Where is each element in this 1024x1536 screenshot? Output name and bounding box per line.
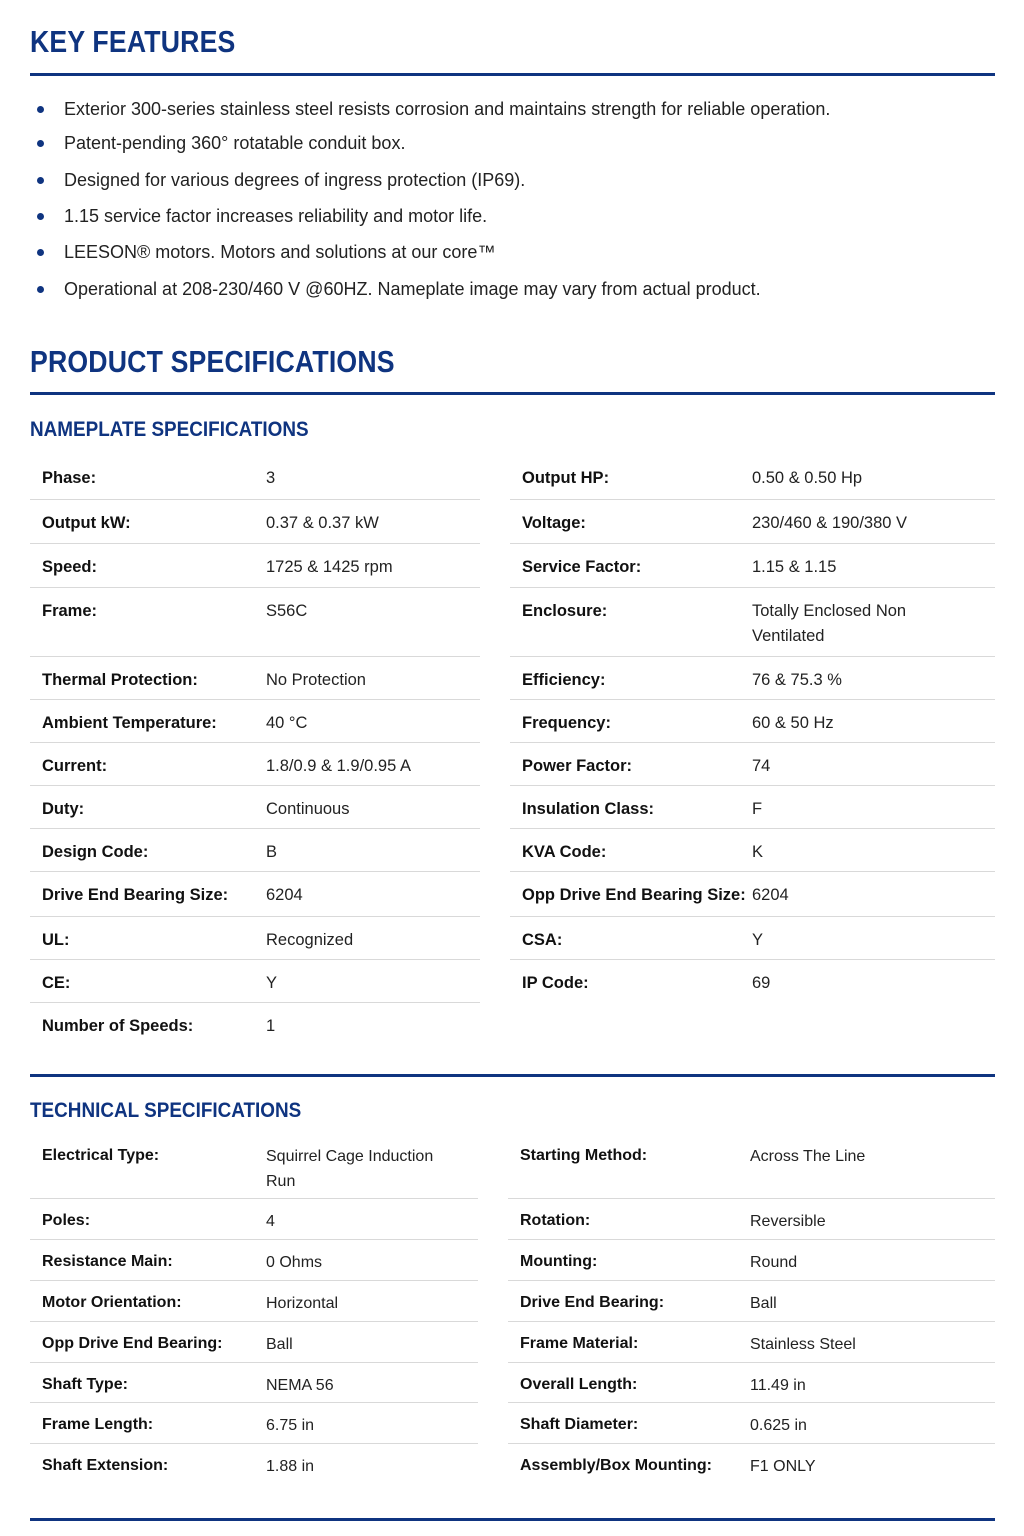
nameplate-bottom-divider: [30, 1074, 995, 1077]
product-specs-title: PRODUCT SPECIFICATIONS: [30, 344, 395, 379]
product-specs-divider: [30, 392, 995, 395]
spec-value: 6204: [752, 886, 789, 904]
spec-value: 1: [266, 1017, 276, 1035]
feature-item: [30, 169, 525, 191]
spec-row: [510, 455, 995, 500]
spec-value: Reversible: [750, 1213, 826, 1230]
spec-row: [30, 500, 480, 544]
spec-row: [508, 1240, 995, 1281]
spec-label: Output kW:: [42, 514, 131, 532]
spec-row: [30, 1363, 478, 1403]
bullet-icon: [37, 286, 44, 293]
spec-label: Mounting:: [520, 1253, 598, 1270]
feature-text: 1.15 service factor increases reliability and motor life.: [64, 206, 488, 226]
spec-row: [30, 917, 480, 960]
spec-label: Power Factor:: [522, 757, 633, 775]
spec-row: [510, 657, 995, 700]
bullet-icon: [37, 249, 44, 256]
spec-value: Recognized: [266, 931, 354, 949]
spec-row: [30, 700, 480, 743]
technical-specs-title: TECHNICAL SPECIFICATIONS: [30, 1099, 302, 1122]
spec-value: 0.625 in: [750, 1417, 807, 1434]
spec-value: Y: [266, 974, 278, 992]
spec-value: 0.37 & 0.37 kW: [266, 514, 379, 532]
spec-label: Frequency:: [522, 714, 611, 732]
spec-value: 6204: [266, 886, 303, 904]
spec-row: [508, 1403, 995, 1444]
spec-label: Output HP:: [522, 469, 610, 487]
spec-row: [30, 1134, 478, 1199]
spec-row: [30, 1240, 478, 1281]
spec-row: [510, 960, 995, 1003]
spec-value: 4: [266, 1213, 275, 1230]
spec-label: Duty:: [42, 800, 85, 818]
spec-value: S56C: [266, 602, 308, 620]
spec-label: Poles:: [42, 1212, 91, 1229]
spec-value: 76 & 75.3 %: [752, 671, 842, 689]
spec-label: Service Factor:: [522, 558, 642, 576]
spec-row: [508, 1281, 995, 1322]
spec-label: Efficiency:: [522, 671, 606, 689]
spec-value: 69: [752, 974, 771, 992]
spec-value: 60 & 50 Hz: [752, 714, 834, 732]
spec-row: [508, 1363, 995, 1403]
spec-row: [30, 1322, 478, 1363]
spec-label: Drive End Bearing Size:: [42, 886, 229, 904]
spec-row: [30, 872, 480, 917]
spec-value: Squirrel Cage Induction Run: [266, 1148, 434, 1190]
spec-value: 1725 & 1425 rpm: [266, 558, 393, 576]
feature-text: Designed for various degrees of ingress protection (IP69).: [64, 170, 526, 190]
spec-value: Totally Enclosed Non Ventilated: [752, 602, 907, 645]
spec-label: Phase:: [42, 469, 97, 487]
spec-label: Frame Material:: [520, 1335, 639, 1352]
spec-value: Continuous: [266, 800, 350, 818]
spec-label: Shaft Diameter:: [520, 1416, 639, 1433]
spec-row: [30, 829, 480, 872]
spec-label: Opp Drive End Bearing Size:: [522, 886, 746, 904]
spec-label: Overall Length:: [520, 1376, 638, 1393]
spec-value: K: [752, 843, 764, 861]
spec-label: Shaft Extension:: [42, 1457, 169, 1474]
spec-label: Speed:: [42, 558, 98, 576]
spec-row: [30, 1444, 478, 1485]
spec-value: 74: [752, 757, 771, 775]
spec-row: [508, 1322, 995, 1363]
spec-label: Insulation Class:: [522, 800, 655, 818]
spec-value: Y: [752, 931, 764, 949]
spec-row: [508, 1199, 995, 1240]
spec-label: Shaft Type:: [42, 1376, 128, 1393]
spec-label: Design Code:: [42, 843, 149, 861]
spec-value: 1.15 & 1.15: [752, 558, 837, 576]
bullet-icon: [37, 140, 44, 147]
spec-value: F: [752, 800, 763, 818]
spec-row: [508, 1444, 995, 1485]
spec-value: 40 °C: [266, 714, 308, 732]
spec-row: [30, 960, 480, 1003]
feature-item: [30, 241, 495, 263]
spec-label: Drive End Bearing:: [520, 1294, 665, 1311]
spec-label: CSA:: [522, 931, 563, 949]
spec-label: Assembly/Box Mounting:: [520, 1457, 713, 1474]
feature-item: [30, 278, 761, 300]
spec-value: Stainless Steel: [750, 1336, 856, 1353]
spec-row: [510, 500, 995, 544]
spec-value: 0 Ohms: [266, 1254, 323, 1271]
spec-label: Motor Orientation:: [42, 1294, 182, 1311]
bullet-icon: [37, 106, 44, 113]
spec-row: [510, 588, 995, 657]
spec-value: Horizontal: [266, 1295, 339, 1312]
spec-label: Starting Method:: [520, 1147, 648, 1164]
spec-row: [510, 743, 995, 786]
spec-row: [510, 829, 995, 872]
feature-text: Operational at 208-230/460 V @60HZ. Nameplate image may vary from actual product.: [64, 279, 761, 299]
spec-value: 1.8/0.9 & 1.9/0.95 A: [266, 757, 411, 775]
spec-value: 230/460 & 190/380 V: [752, 514, 908, 532]
spec-row: [510, 917, 995, 960]
nameplate-specs-title: NAMEPLATE SPECIFICATIONS: [30, 418, 309, 441]
spec-row: [510, 700, 995, 743]
spec-row: [30, 1199, 478, 1240]
spec-row: [30, 544, 480, 588]
spec-value: 0.50 & 0.50 Hp: [752, 469, 863, 487]
spec-row: [30, 1281, 478, 1322]
feature-text: Exterior 300-series stainless steel resists corrosion and maintains strength for reliable operation.: [64, 99, 831, 119]
spec-value: 1.88 in: [266, 1458, 315, 1475]
spec-label: CE:: [42, 974, 71, 992]
feature-item: [30, 205, 487, 227]
spec-value: No Protection: [266, 671, 366, 689]
bullet-icon: [37, 177, 44, 184]
spec-label: Enclosure:: [522, 602, 608, 620]
spec-label: Ambient Temperature:: [42, 714, 217, 732]
spec-row: [30, 455, 480, 500]
spec-row: [510, 786, 995, 829]
key-features-title: KEY FEATURES: [30, 24, 236, 59]
spec-value: 6.75 in: [266, 1417, 315, 1434]
spec-label: Frame:: [42, 602, 98, 620]
spec-label: Resistance Main:: [42, 1253, 173, 1270]
spec-label: UL:: [42, 931, 70, 949]
spec-value: 11.49 in: [750, 1377, 806, 1394]
feature-item: [30, 98, 830, 120]
spec-value: Across The Line: [750, 1148, 866, 1165]
spec-value: F1 ONLY: [750, 1458, 816, 1475]
feature-item: [30, 132, 405, 154]
technical-bottom-divider: [30, 1518, 995, 1521]
spec-value: Round: [750, 1254, 798, 1271]
spec-row: [30, 1403, 478, 1444]
spec-row: [508, 1134, 995, 1199]
spec-value: 3: [266, 469, 276, 487]
key-features-divider: [30, 73, 995, 76]
spec-label: Thermal Protection:: [42, 671, 198, 689]
spec-label: Voltage:: [522, 514, 586, 532]
spec-label: IP Code:: [522, 974, 589, 992]
spec-label: Number of Speeds:: [42, 1017, 194, 1035]
spec-value: Ball: [750, 1295, 777, 1312]
spec-label: KVA Code:: [522, 843, 607, 861]
spec-label: Opp Drive End Bearing:: [42, 1335, 223, 1352]
spec-value: Ball: [266, 1336, 293, 1353]
spec-row: [30, 657, 480, 700]
spec-label: Current:: [42, 757, 108, 775]
spec-row: [30, 1003, 480, 1048]
spec-row: [30, 588, 480, 657]
spec-label: Electrical Type:: [42, 1147, 160, 1164]
feature-text: LEESON® motors. Motors and solutions at our core™: [64, 242, 496, 262]
spec-row: [30, 743, 480, 786]
spec-row: [510, 544, 995, 588]
feature-text: Patent-pending 360° rotatable conduit box.: [64, 133, 406, 153]
spec-row: [510, 872, 995, 917]
spec-row: [30, 786, 480, 829]
spec-value: NEMA 56: [266, 1377, 334, 1394]
spec-label: Frame Length:: [42, 1416, 154, 1433]
spec-label: Rotation:: [520, 1212, 591, 1229]
spec-value: B: [266, 843, 278, 861]
bullet-icon: [37, 213, 44, 220]
